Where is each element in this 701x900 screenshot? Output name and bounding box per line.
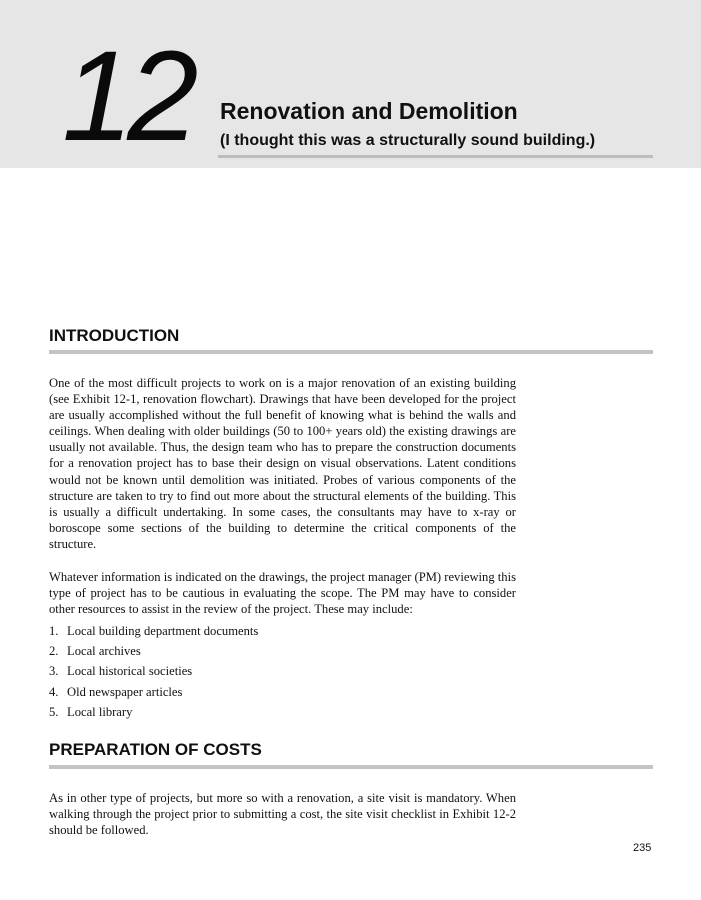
list-number: 4. xyxy=(49,684,59,699)
list-item xyxy=(49,684,258,704)
list-text: Local archives xyxy=(67,644,141,659)
chapter-number: 12 xyxy=(62,25,193,168)
paragraph: Whatever information is indicated on the drawings, the project manager (PM) reviewing this type of project has to be cautious in evaluating the scope. The PM may have to consider other resources to assist in the review of the project. These may include: xyxy=(49,570,516,617)
chapter-header xyxy=(0,0,701,168)
section-rule xyxy=(49,350,653,354)
list-item xyxy=(49,663,258,683)
list-number: 5. xyxy=(49,704,59,719)
list-text: Old newspaper articles xyxy=(67,684,183,699)
section-rule xyxy=(49,765,653,769)
list-number: 2. xyxy=(49,644,59,659)
page-number: 235 xyxy=(633,842,652,854)
chapter-title-rule xyxy=(218,155,653,158)
list-item xyxy=(49,704,258,724)
list-number: 3. xyxy=(49,664,59,679)
list-text: Local building department documents xyxy=(67,624,259,638)
paragraph: One of the most difficult projects to work on is a major renovation of an existing building (see Exhibit 12-1, renovation flowchart). Drawings that have been developed for the project are usually accomplished without the full benefit of knowing what is behind the walls and ceilings. When dealing with older buildings (50 to 100+ years old) the existing drawings are usually not available. Thus, the design team who has to prepare the construction documents for a renovation project has to base their design on visual observations. Latent conditions would not be known until demolition was initiated. Probes of various components of the structure are taken to try to find out more about the structural elements of the building. This is usually a difficult undertaking. In some cases, the consultants may have to x-ray or boroscope some sections of the building to determine the critical components of the structure. xyxy=(49,376,516,551)
resource-list xyxy=(49,623,258,724)
section-heading-preparation-of-costs: PREPARATION OF COSTS xyxy=(49,740,262,759)
paragraph: As in other type of projects, but more so with a renovation, a site visit is mandatory. When walking through the project prior to submitting a cost, the site visit checklist in Exhibit 12-2 should be followed. xyxy=(49,791,516,838)
list-text: Local historical societies xyxy=(67,664,193,679)
list-item xyxy=(49,623,258,643)
chapter-title: Renovation and Demolition xyxy=(220,98,518,124)
list-text: Local library xyxy=(67,704,133,719)
list-number: 1. xyxy=(49,624,59,638)
section-heading-introduction: INTRODUCTION xyxy=(49,326,180,345)
chapter-subtitle: (I thought this was a structurally sound building.) xyxy=(220,132,596,149)
list-item xyxy=(49,643,258,663)
